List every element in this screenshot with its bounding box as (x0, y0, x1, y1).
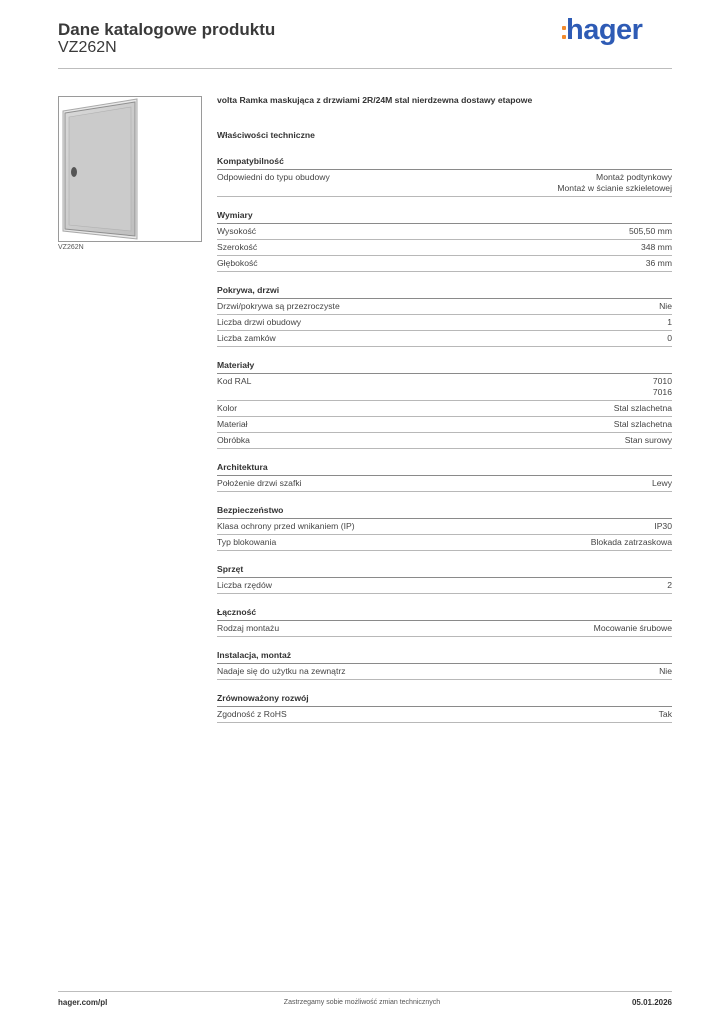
spec-value (652, 478, 672, 489)
spec-value-line: Stal szlachetna (613, 419, 672, 429)
product-description: volta Ramka maskująca z drzwiami 2R/24M stal nierdzewna dostawy etapowe (217, 95, 533, 105)
section-title: Kompatybilność (217, 156, 672, 170)
spec-value (641, 242, 672, 253)
spec-row (217, 331, 672, 347)
section-title: Materiały (217, 360, 672, 374)
spec-row (217, 240, 672, 256)
spec-row (217, 578, 672, 594)
spec-value-line: Montaż w ścianie szkieletowej (557, 183, 672, 193)
spec-value-line: Mocowanie śrubowe (593, 623, 672, 633)
footer-note: Zastrzegamy sobie możliwość zmian technicznych (283, 999, 441, 1006)
spec-value-line: Stan surowy (624, 435, 672, 445)
spec-value-line: 36 mm (645, 258, 672, 268)
spec-value-line: Nie (659, 666, 672, 676)
footer-date: 05.01.2026 (631, 998, 672, 1007)
spec-row (217, 664, 672, 680)
spec-row (217, 707, 672, 723)
spec-value-line: 348 mm (640, 242, 672, 252)
spec-value (659, 301, 672, 312)
product-code: VZ262N (58, 39, 117, 56)
spec-content (217, 95, 672, 736)
footer-website-link[interactable]: hager.com/pl (58, 998, 108, 1007)
spec-sections (217, 156, 672, 723)
spec-section (217, 156, 672, 197)
spec-row (217, 224, 672, 240)
spec-row (217, 315, 672, 331)
spec-label: Obróbka (217, 435, 250, 445)
spec-row (217, 621, 672, 637)
spec-row (217, 374, 672, 401)
spec-value-line: IP30 (654, 521, 672, 531)
spec-label: Drzwi/pokrywa są przezroczyste (217, 301, 340, 311)
spec-value (667, 317, 672, 328)
technical-properties-title: Właściwości techniczne (217, 130, 315, 140)
spec-section (217, 607, 672, 637)
page-title: Dane katalogowe produktu (58, 20, 276, 39)
spec-section (217, 360, 672, 449)
spec-value-line: 7016 (652, 387, 672, 397)
spec-label: Położenie drzwi szafki (217, 478, 302, 488)
product-caption: VZ262N (58, 244, 84, 251)
spec-value (591, 537, 672, 548)
header-divider (58, 68, 672, 69)
spec-section (217, 505, 672, 551)
spec-value-line: Stal szlachetna (613, 403, 672, 413)
spec-section (217, 462, 672, 492)
spec-row (217, 256, 672, 272)
spec-value (614, 403, 672, 414)
spec-value (667, 580, 672, 591)
spec-value-line: Lewy (651, 478, 672, 488)
section-title: Pokrywa, drzwi (217, 285, 672, 299)
spec-label: Liczba rzędów (217, 580, 272, 590)
spec-label: Nadaje się do użytku na zewnątrz (217, 666, 346, 676)
spec-label: Kolor (217, 403, 238, 413)
spec-value-line: 505,50 mm (629, 226, 672, 236)
spec-value-line: Nie (659, 301, 672, 311)
spec-section (217, 285, 672, 347)
section-title: Łączność (217, 607, 672, 621)
spec-value-line: Montaż podtynkowy (596, 172, 672, 182)
product-image (58, 96, 202, 242)
spec-value-line: 7010 (652, 376, 672, 386)
spec-value (667, 333, 672, 344)
spec-row (217, 299, 672, 315)
spec-value (646, 258, 672, 269)
spec-row (217, 519, 672, 535)
hager-logo: hager (566, 14, 643, 46)
spec-label: Szerokość (217, 242, 258, 252)
spec-label: Materiał (217, 419, 248, 429)
door-frame-icon (59, 97, 201, 241)
spec-value (625, 435, 672, 446)
footer-divider (58, 991, 672, 992)
spec-label: Typ blokowania (217, 537, 277, 547)
section-title: Zrównoważony rozwój (217, 693, 672, 707)
section-title: Sprzęt (217, 564, 672, 578)
spec-value-line: 1 (667, 317, 672, 327)
spec-label: Klasa ochrony przed wnikaniem (IP) (217, 521, 355, 531)
spec-section (217, 210, 672, 272)
spec-value (557, 172, 672, 194)
section-title: Bezpieczeństwo (217, 505, 672, 519)
spec-row (217, 535, 672, 551)
spec-label: Rodzaj montażu (217, 623, 280, 633)
spec-value (629, 226, 672, 237)
spec-value (659, 709, 672, 720)
spec-value (653, 376, 672, 398)
spec-label: Odpowiedni do typu obudowy (217, 172, 330, 182)
section-title: Instalacja, montaż (217, 650, 672, 664)
spec-value (659, 666, 672, 677)
spec-value-line: 2 (667, 580, 672, 590)
spec-value (654, 521, 672, 532)
spec-value (594, 623, 672, 634)
section-title: Architektura (217, 462, 672, 476)
spec-label: Wysokość (217, 226, 257, 236)
spec-value-line: Blokada zatrzaskowa (590, 537, 672, 547)
spec-row (217, 401, 672, 417)
spec-label: Kod RAL (217, 376, 252, 386)
spec-row (217, 476, 672, 492)
spec-section (217, 564, 672, 594)
spec-label: Zgodność z RoHS (217, 709, 287, 719)
spec-label: Liczba zamków (217, 333, 276, 343)
spec-value-line: Tak (658, 709, 672, 719)
spec-section (217, 650, 672, 680)
spec-row (217, 417, 672, 433)
spec-value-line: 0 (667, 333, 672, 343)
spec-label: Liczba drzwi obudowy (217, 317, 302, 327)
spec-section (217, 693, 672, 723)
spec-row (217, 433, 672, 449)
spec-label: Głębokość (217, 258, 258, 268)
spec-row (217, 170, 672, 197)
spec-value (614, 419, 672, 430)
section-title: Wymiary (217, 210, 672, 224)
